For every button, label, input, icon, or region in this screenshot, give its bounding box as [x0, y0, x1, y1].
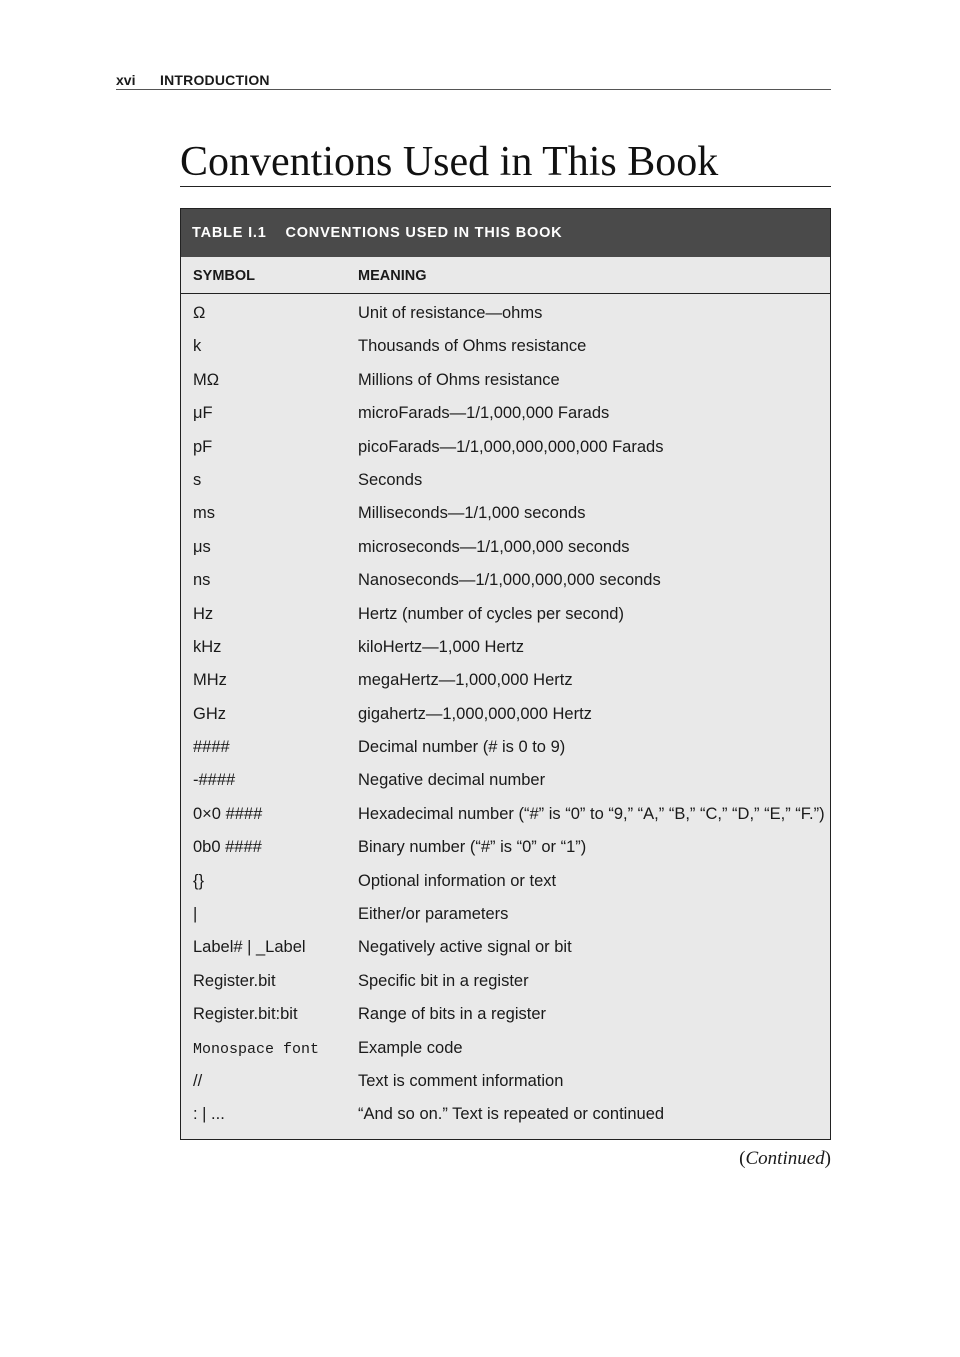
- table-row: [181, 464, 830, 497]
- table-row: [181, 698, 830, 731]
- symbol-cell: Register.bit: [193, 971, 276, 990]
- running-head: [116, 70, 831, 90]
- symbol-cell: : | ...: [193, 1105, 225, 1124]
- symbol-cell: μs: [193, 537, 211, 556]
- table-row: [181, 664, 830, 697]
- symbol-cell: -####: [193, 771, 236, 790]
- continued-note: [739, 1148, 831, 1170]
- meaning-cell: megaHertz—1,000,000 Hertz: [358, 671, 573, 690]
- table-row: [181, 297, 830, 330]
- table-row: [181, 397, 830, 430]
- continued-open-paren: (: [739, 1148, 746, 1169]
- continued-word: Continued: [745, 1148, 825, 1169]
- meaning-cell: Negative decimal number: [358, 771, 546, 790]
- symbol-cell: ns: [193, 571, 211, 590]
- symbol-cell: pF: [193, 437, 213, 456]
- meaning-cell: Thousands of Ohms resistance: [358, 337, 587, 356]
- conventions-table: [180, 208, 831, 1140]
- table-row: [181, 798, 830, 831]
- symbol-cell: s: [193, 470, 202, 489]
- column-header-meaning: MEANING: [358, 268, 427, 284]
- symbol-cell: ####: [193, 738, 230, 757]
- table-row: [181, 865, 830, 898]
- meaning-cell: kiloHertz—1,000 Hertz: [358, 637, 524, 656]
- meaning-cell: Negatively active signal or bit: [358, 938, 572, 957]
- meaning-cell: Hertz (number of cycles per second): [358, 604, 624, 623]
- symbol-cell: Ω: [193, 304, 206, 322]
- table-row: [181, 998, 830, 1031]
- symbol-cell: MHz: [193, 671, 227, 690]
- symbol-cell: {}: [193, 871, 205, 890]
- meaning-cell: Optional information or text: [358, 871, 557, 890]
- meaning-cell: Specific bit in a register: [358, 971, 529, 990]
- meaning-cell: Hexadecimal number (“#” is “0” to “9,” “A,” “B,” “C,” “D,” “E,” “F.”): [358, 804, 825, 823]
- symbol-cell: ms: [193, 504, 215, 523]
- table-row: [181, 564, 830, 597]
- symbol-cell: μF: [193, 404, 213, 423]
- table-row: [181, 931, 830, 964]
- meaning-cell: Nanoseconds—1/1,000,000,000 seconds: [358, 571, 661, 590]
- table-column-header: [181, 257, 830, 294]
- meaning-cell: Seconds: [358, 470, 423, 489]
- table-row: [181, 1032, 830, 1065]
- table-body: [181, 294, 830, 1132]
- symbol-cell: Monospace font: [193, 1040, 320, 1058]
- table-row: [181, 965, 830, 998]
- symbol-cell: Register.bit:bit: [193, 1005, 298, 1024]
- table-row: [181, 330, 830, 363]
- symbol-cell: //: [193, 1071, 203, 1090]
- symbol-cell: kHz: [193, 637, 222, 656]
- meaning-cell: Unit of resistance—ohms: [358, 304, 543, 322]
- table-row: [181, 431, 830, 464]
- table-row: [181, 831, 830, 864]
- meaning-cell: Decimal number (# is 0 to 9): [358, 738, 566, 757]
- meaning-cell: microseconds—1/1,000,000 seconds: [358, 537, 630, 556]
- continued-close-paren: ): [824, 1148, 831, 1169]
- table-row: [181, 598, 830, 631]
- column-header-symbol: SYMBOL: [193, 268, 256, 284]
- table-row: [181, 631, 830, 664]
- page-number: xvi: [116, 72, 136, 88]
- symbol-cell: 0b0 ####: [193, 838, 262, 857]
- meaning-cell: gigahertz—1,000,000,000 Hertz: [358, 704, 592, 723]
- table-row: [181, 1098, 830, 1131]
- section-title: Conventions Used in This Book: [180, 138, 831, 187]
- meaning-cell: Millions of Ohms resistance: [358, 370, 560, 389]
- meaning-cell: picoFarads—1/1,000,000,000,000 Farads: [358, 437, 664, 456]
- table-row: [181, 497, 830, 530]
- symbol-cell: Hz: [193, 604, 214, 623]
- table-row: [181, 731, 830, 764]
- meaning-cell: Example code: [358, 1038, 463, 1057]
- meaning-cell: Milliseconds—1/1,000 seconds: [358, 504, 586, 523]
- symbol-cell: GHz: [193, 704, 226, 723]
- meaning-cell: “And so on.” Text is repeated or continued: [358, 1105, 665, 1124]
- symbol-cell: MΩ: [193, 370, 220, 389]
- meaning-cell: Either/or parameters: [358, 905, 509, 924]
- table-row: [181, 364, 830, 397]
- table-row: [181, 531, 830, 564]
- table-row: [181, 1065, 830, 1098]
- table-row: [181, 764, 830, 797]
- meaning-cell: microFarads—1/1,000,000 Farads: [358, 404, 610, 423]
- symbol-cell: k: [193, 337, 202, 356]
- running-head-section: INTRODUCTION: [160, 72, 270, 88]
- table-caption: [181, 209, 830, 257]
- meaning-cell: Binary number (“#” is “0” or “1”): [358, 838, 587, 857]
- symbol-cell: |: [193, 905, 198, 924]
- table-caption-title: CONVENTIONS USED IN THIS BOOK: [285, 225, 563, 241]
- table-row: [181, 898, 830, 931]
- meaning-cell: Range of bits in a register: [358, 1005, 547, 1024]
- table-caption-number: TABLE I.1: [192, 225, 267, 241]
- meaning-cell: Text is comment information: [358, 1071, 564, 1090]
- symbol-cell: 0×0 ####: [193, 804, 263, 823]
- symbol-cell: Label# | _Label: [193, 938, 306, 957]
